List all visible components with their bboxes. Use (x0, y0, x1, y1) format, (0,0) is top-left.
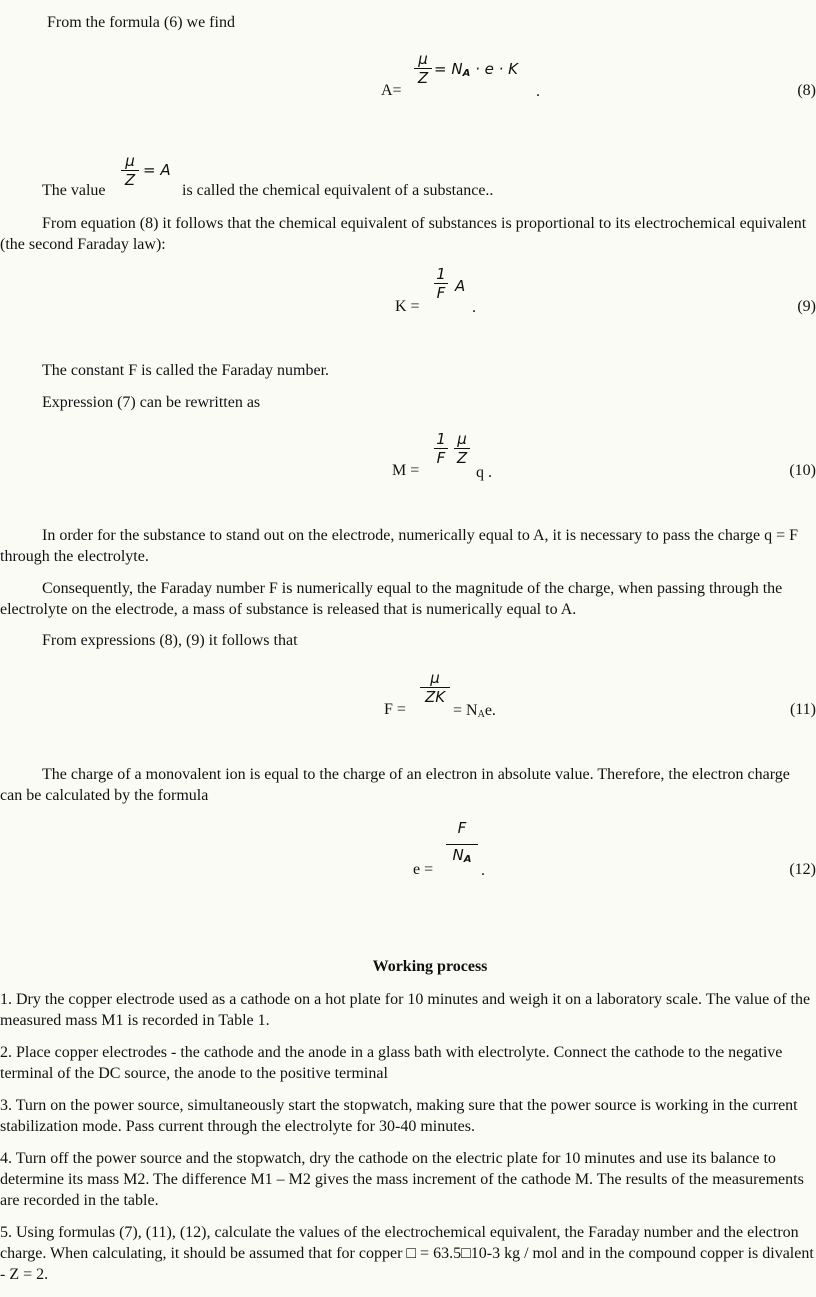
eq11-numerator: μ (420, 670, 450, 688)
eq8-number: (8) (797, 82, 816, 99)
inline-numerator: μ (121, 153, 139, 171)
eq8-numerator: μ (414, 51, 432, 69)
paragraph-faraday-law: From equation (8) it follows that the chemical equivalent of substances is proportional to its electrochemical equivalent (the second Faraday law): (0, 215, 807, 253)
eq8-end: . (536, 83, 540, 100)
eq11-rhs (453, 701, 496, 725)
eq10-denominator-1: F (436, 449, 446, 467)
eq12-number: (12) (789, 861, 816, 878)
eq9-denominator: F (436, 284, 446, 302)
eq11-number: (11) (789, 701, 816, 718)
eq12-den-sub: A (463, 854, 472, 865)
eq11-lhs: F = (384, 701, 406, 718)
eq12-den-text: N (452, 846, 464, 864)
intro-line: From the formula (6) we find (47, 14, 235, 31)
eq9-fraction (434, 266, 448, 301)
eq11-rhs-text: = N (453, 702, 478, 719)
inline-denominator: Z (124, 171, 136, 189)
eq10-denominator-2: Z (456, 449, 468, 467)
eq12-lhs: e = (413, 861, 434, 878)
from-expressions-line: From expressions (8), (9) it follows that (42, 632, 298, 649)
eq8-denominator: Z (417, 69, 429, 87)
eq8-rhs-sub: A (462, 68, 471, 79)
eq9-number: (9) (797, 298, 816, 315)
eq8-lhs: A= (381, 82, 402, 99)
eq8-rhs (434, 61, 518, 82)
step-2: 2. Place copper electrodes - the cathode and the anode in a glass bath with electrolyte. Connect the cathode to the negative terminal of the DC source, the anode to the positive terminal (0, 1044, 783, 1082)
eq9-numerator: 1 (434, 266, 448, 284)
eq8-rhs-tail: · e · K (470, 60, 518, 78)
eq10-lhs: M = (392, 462, 420, 479)
eq9-tail: A (455, 277, 466, 295)
working-process-heading: Working process (372, 958, 488, 975)
paragraph-electron-charge: The charge of a monovalent ion is equal to the charge of an electron in absolute value. Therefore, the electron charge can be calculated by the formula (0, 766, 790, 804)
eq11-rhs-sub: A (477, 709, 485, 720)
value-suffix: is called the chemical equivalent of a substance.. (182, 182, 494, 199)
eq10-tail: q . (476, 464, 492, 481)
eq12-denominator (446, 845, 478, 868)
eq11-denominator: ZK (424, 688, 446, 706)
eq8-fraction (414, 51, 432, 86)
eq11-fraction (420, 670, 450, 705)
step-3: 3. Turn on the power source, simultaneously start the stopwatch, making sure that the power source is working in the current stabilization mode. Pass current through the electrolyte for 30-40 minutes. (0, 1097, 798, 1135)
eq10-numerator-1: 1 (434, 431, 448, 449)
eq9-end: . (472, 299, 476, 316)
eq10-fraction-1 (434, 431, 448, 466)
eq8-rhs-text: = N (434, 60, 463, 78)
paragraph-consequently: Consequently, the Faraday number F is numerically equal to the magnitude of the charge, when passing through the electrolyte on the electrode, a mass of substance is released that is numerically equal to A. (0, 580, 783, 618)
step-4: 4. Turn off the power source and the stopwatch, dry the cathode on the electric plate for 10 minutes and use its balance to determine its mass M2. The difference M1 – M2 gives the mass increment of the cathode M. The results of the measurements are recorded in the table. (0, 1150, 804, 1209)
rewrite-line: Expression (7) can be rewritten as (42, 394, 261, 411)
inline-rhs: = A (143, 161, 171, 179)
eq11-rhs-tail: e. (484, 702, 496, 719)
eq9-lhs: K = (395, 298, 420, 315)
inline-fraction (121, 153, 139, 188)
step-5: 5. Using formulas (7), (11), (12), calculate the values of the electrochemical equivalent, the Faraday number and the electron charge. When calculating, it should be assumed that for copper □ = 63.5□10-3 kg / mol and in the compound copper is divalent - Z = 2. (0, 1224, 814, 1283)
step-1: 1. Dry the copper electrode used as a cathode on a hot plate for 10 minutes and weigh it on a laboratory scale. The value of the measured mass M1 is recorded in Table 1. (0, 991, 811, 1029)
eq12-numerator: F (446, 820, 478, 845)
eq10-number: (10) (789, 462, 816, 479)
faraday-number-line: The constant F is called the Faraday number. (42, 362, 330, 379)
paragraph-charge-q: In order for the substance to stand out on the electrode, numerically equal to A, it is necessary to pass the charge q = F through the electrolyte. (0, 527, 799, 565)
eq12-end: . (481, 862, 485, 879)
eq10-numerator-2: μ (454, 431, 470, 449)
eq12-fraction (446, 820, 478, 868)
value-prefix: The value (42, 182, 106, 199)
eq10-fraction-2 (454, 431, 470, 466)
